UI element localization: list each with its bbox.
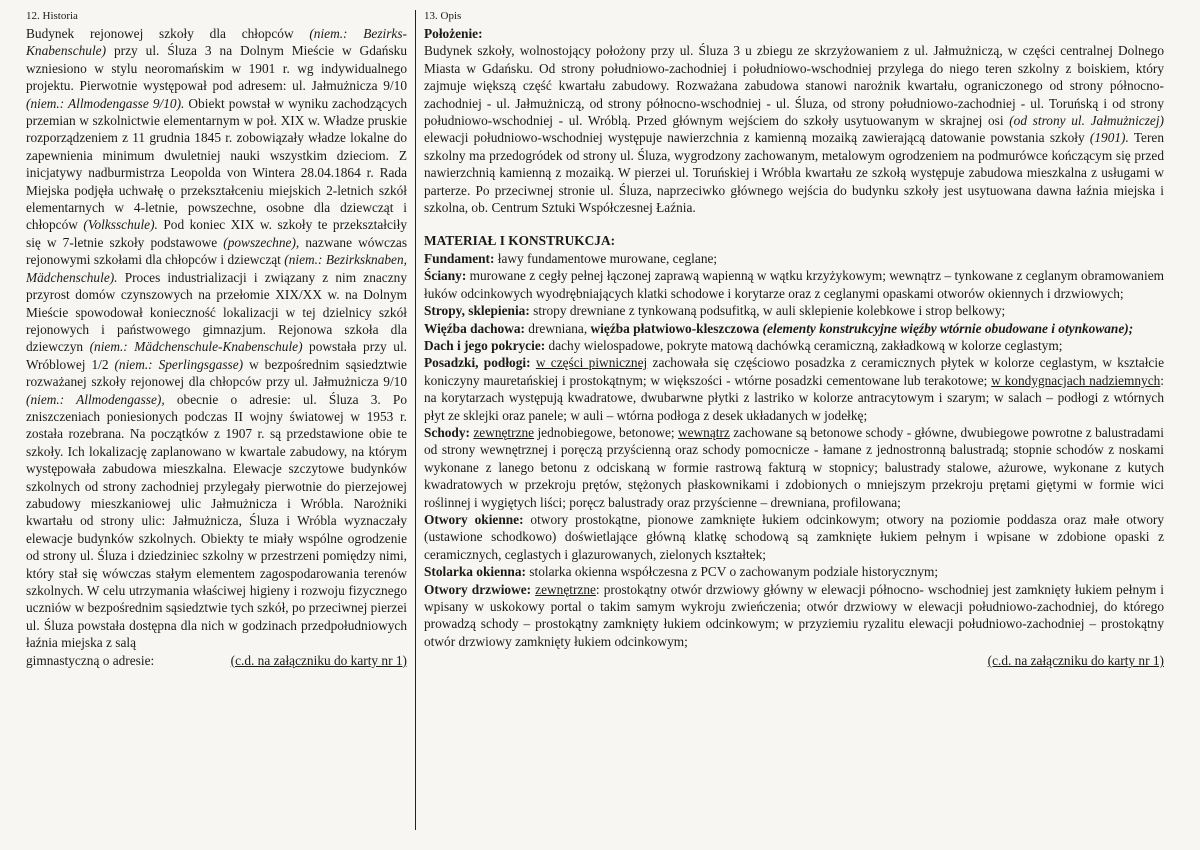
- heading-location: Położenie:: [424, 26, 483, 41]
- history-text-italic: (niem.: Bezirks-Knabenschule): [26, 26, 407, 59]
- entry-heading: Otwory drzwiowe:: [424, 581, 532, 597]
- text-underlined: zewnętrzne: [473, 424, 535, 440]
- entry-heading: Ściany:: [424, 268, 467, 284]
- text-bold: więźba płatwiowo-kleszczowa: [590, 320, 760, 336]
- entry-heading: Otwory okienne:: [424, 511, 524, 527]
- history-text-span: powstała przy ul. Wróblowej 1/2: [26, 339, 407, 372]
- history-text-italic: (powszechne),: [223, 234, 300, 250]
- description-text: [424, 25, 1164, 670]
- history-column: [26, 10, 416, 830]
- windows-entry: [424, 511, 1164, 563]
- history-text-italic: (niem.: Bezirksknaben, Mädchenschule).: [26, 252, 407, 285]
- history-text-italic: (niem.: Allmodengasse 9/10).: [26, 95, 185, 111]
- text-span: jednobiegowe, betonowe;: [534, 424, 678, 440]
- text-span: murowane z cegły pełnej łączonej zaprawą wapienną w wątku krzyżykowym; wewnątrz – tynkowane z ceglanym obramowaniem łuków odcinkowych wyodrębniających klatki schodowe i korytarze oraz z ceglanymi opaskami otworów okiennych i drzwiowych;: [424, 268, 1164, 301]
- text-span: stropy drewniane z tynkowaną podsufitką, w auli sklepienie kolebkowe i strop belkowy;: [529, 303, 1006, 319]
- text-italic: (od strony ul. Jałmużniczej): [1009, 113, 1164, 129]
- text-span: ławy fundamentowe murowane, ceglane;: [494, 250, 718, 266]
- entry-heading: Posadzki, podłogi:: [424, 355, 531, 371]
- foundation-entry: [424, 250, 1164, 267]
- section-label-history: 12. Historia: [26, 10, 78, 22]
- roof-entry: [424, 337, 1164, 354]
- text-span: drewniana,: [524, 320, 591, 336]
- entry-heading: Dach i jego pokrycie:: [424, 337, 546, 353]
- history-text-span: Proces industrializacji i związany z nim znaczny przyrost domów czynszowych na przełomie XIX/XX w. na Dolnym Mieście spowodował konieczność lokalizacji w tej dzielnicy szkół rejonowych i państwowego gimnazjum. Rejonowa szkoła dla dziewczyn: [26, 269, 407, 355]
- entry-heading: Stropy, sklepienia:: [424, 303, 530, 319]
- text-span: : na korytarzach występują kwadratowe, dwubarwne płytki z lastriko w kolorze antracytowym i szarym; w salach – podłogi z wtórnych płyt ze sklejki oraz panele; w auli – wtórna podłoga z desek układanych w jodełkę;: [424, 372, 1164, 423]
- text-underlined: wewnątrz: [677, 424, 730, 440]
- window-joinery-entry: [424, 563, 1164, 580]
- history-text-italic: (niem.: Sperlingsgasse): [114, 356, 244, 372]
- history-text-span: Budynek rejonowej szkoły dla chłopców: [26, 26, 310, 41]
- text-span: dachy wielospadowe, pokryte matową dachówką ceramiczną, zakładkową w kolorze ceglastym;: [545, 337, 1063, 353]
- text-underlined: w kondygnacjach nadziemnych: [991, 372, 1161, 388]
- section-label-description: 13. Opis: [424, 10, 462, 22]
- history-text-italic: (Volksschule).: [83, 217, 158, 233]
- doors-entry: [424, 581, 1164, 651]
- history-text: [26, 25, 407, 669]
- text-span: stolarka okienna współczesna z PCV o zachowanym podziale historycznym;: [525, 564, 939, 580]
- history-text-span: gimnastyczną o adresie:: [26, 652, 155, 668]
- spacer: [424, 216, 1164, 232]
- description-column: [416, 10, 1164, 830]
- text-span: otwory prostokątne, pionowe zamknięte łukiem odcinkowym; otwory na poziomie poddasza oraz małe otwory (ustawione schodkowo) doświetlające główną klatkę schodową są zamknięte łukiem pełnym i wpisane w zdobione opaski z ceramicznych, ceglastych i glazurowanych, zielonych kształtek;: [424, 511, 1164, 562]
- history-text-span: nazwane wówczas rejonowymi szkołami dla chłopców i dziewcząt: [26, 234, 408, 268]
- stairs-entry: [424, 424, 1164, 511]
- entry-heading: Stolarka okienna:: [424, 564, 526, 580]
- history-text-italic: (niem.: Mädchenschule-Knabenschule): [89, 339, 303, 355]
- floors-entry: [424, 354, 1164, 424]
- entry-heading: Więźba dachowa:: [424, 320, 525, 336]
- roof-truss-entry: [424, 320, 1164, 337]
- history-text-span: Obiekt powstał w wyniku zachodzących przemian w szkolnictwie elementarnym w poł. XIX w. Władze pruskie rozporządzeniem z 11 grudnia 1845 r. zobowiązały władze lokalne do zapewnienia minimum dwuletniej nauki wszystkim dzieciom. Z inicjatywy nadburmistrza Leopolda von Wintera 28.04.1864 r. Rada Miejska podjęła uchwałę o przekształceniu miejskich 2-letnich szkół elementarnych w 4-letnie, powszechne, osobne dla dziewcząt i chłopców: [26, 95, 408, 233]
- text-span: elewacji południowo-wschodniej występuje nawierzchnia z kamienną mozaiką zawierającą datowanie powstania szkoły: [424, 130, 1090, 146]
- history-text-span: obecnie o adresie: ul. Śluza 3. Po zniszczeniach poniesionych podczas II wojny światowej w 1953 r. została rozebrana. Na początków z 1907 r. są przedstawione obie te szkoły. Ich lokalizację zaplanowano w kwartale zabudowy, na którym występowała zabudowa mieszkalna. Elewacje szczytowe budynków szkolnych od strony zachodniej przylegały pierwotnie do pierzejowej zabudowy mieszkaniowej ulic Jałmużnicza i Wróbla. Narożniki kwartału od strony ulic: Jałmużnicza, Śluza i Wróbla wyznaczały elewacje budynków szkolnych. Obiekty te miały wspólne ogrodzenie od strony ul. Śluza i dziedziniec szkolny w przestrzeni pomiędzy nimi, który stał się wówczas stałym elementem zagospodarowania terenów szkolnych. W celu utrzymania właściwej higieny i rozwoju fizycznego uczniów w bezpośrednim sąsiedztwie tych szkół, po przeciwnej pierzei ul. Śluza powstała dostępna dla nich w godzinach przedpołudniowych łaźnia miejska z salą: [26, 391, 408, 651]
- history-text-span: Pod koniec XIX w. szkoły te przekształciły się w 7-letnie szkoły podstawowe: [26, 217, 407, 250]
- entry-heading: Schody:: [424, 424, 470, 440]
- entry-heading: Fundament:: [424, 250, 495, 266]
- text-span: zachowane są betonowe schody - główne, dwubiegowe powrotne z balustradami od strony wewnętrznej i poręczą przyścienną oraz schody pomocnicze - łamane z jednostronną balustradą; stopnie schodów z noskami wykonane z lanego betonu z odciskaną w formie rastrową fakturą w stopnicy; balustrady stalowe, ażurowe, wykonane z kutych kwadratowych w przekroju prętów, stężonych płaskownikami i zdobionych o mniejszym przekroju prętami giętymi w formie wici roślinnej i wygiętych liści; poręcz balustrady oraz przyścienne – drewniana, profilowana;: [424, 424, 1164, 510]
- walls-entry: [424, 267, 1164, 302]
- heading-materials: MATERIAŁ I KONSTRUKCJA:: [424, 233, 616, 249]
- text-underlined: w części piwnicznej: [535, 355, 648, 371]
- continuation-note-description: (c.d. na załączniku do karty nr 1): [987, 653, 1164, 669]
- history-text-span: przy ul. Śluza 3 na Dolnym Mieście w Gdańsku wzniesiono w stylu neoromańskim w 1901 r. wg indywidualnego projektu. Pierwotnie występował pod adresem: ul. Jałmużnicza 9/10: [26, 43, 407, 94]
- text-italic: (1901).: [1089, 130, 1129, 146]
- text-span: : prostokątny otwór drzwiowy główny w elewacji północno- wschodniej jest zamknięty łukiem pełnym i wpisany w uskokowy portal o takim samym wykroju zwieńczenia; otwór drzwiowy w elewacji południowo-zachodniej, do którego prowadzą schody – prostokątny zamknięty łukiem odcinkowym; w przyziemiu ryzalitu elewacji południowo-zachodniej – prostokątny otwór drzwiowy zamknięty łukiem odcinkowym;: [424, 581, 1164, 649]
- location-paragraph: [424, 42, 1164, 216]
- history-text-span: w bezpośrednim sąsiedztwie rozważanej szkoły rejonowej dla chłopców przy ul. Jałmużnicza 9/10: [26, 356, 407, 390]
- ceilings-entry: [424, 302, 1164, 319]
- continuation-note-history: (c.d. na załączniku do karty nr 1): [230, 652, 407, 668]
- history-last-line: [26, 652, 407, 669]
- history-text-italic: (niem.: Allmodengasse),: [26, 391, 165, 407]
- text-bold-italic: (elementy konstrukcyjne więźby wtórnie obudowane i otynkowane);: [759, 320, 1134, 336]
- text-span: Budynek szkoły, wolnostojący położony przy ul. Śluza 3 u zbiegu ze skrzyżowaniem z ul. Jałmużniczą, w części centralnej Dolnego Miasta w Gdańsku. Od strony południowo-zachodniej i południowo-wschodniej przylega do niego teren szkolny z boiskiem, który zajmuje większą część kwartału zabudowy. Rozważana zabudowa stanowi narożnik kwartału, ograniczonego od strony północno-zachodniej - ul. Jałmużniczą, od strony północno-wschodniej - ul. Śluza, od strony południowo-zachodniej - ul. Toruńską i od strony południowo-wschodniej - ul. Wróblą. Przed głównym wejściem do szkoły usytuowanym w skrajnej osi: [424, 43, 1164, 129]
- continuation-note-description-wrap: [424, 652, 1164, 669]
- text-span: zachowała się częściowo posadzka z ceramicznych płytek w kolorze ceglastym, w kształcie koniczyny mauretańskiej i prostokątnym; w większości - wtórne posadzki cementowane lub terakotowe;: [424, 355, 1164, 388]
- text-underlined: zewnętrzne: [535, 581, 596, 597]
- text-span: Teren szkolny ma przedogródek od strony ul. Śluza, wygrodzony zachowanym, metalowym ogrodzeniem na podmurówce kończącym się przed nawierzchnią kamienną z mozaiką. W pierzei ul. Toruńskiej i Wróbla kwartału ze szkołą występuje zabudowa mieszkalna z usługami w parterze. Po przeciwnej stronie ul. Śluza, naprzeciwko głównego wejścia do budynku szkoły jest usytuowana dawna łaźnia miejska i szkolna, ob. Centrum Sztuki Współczesnej Łaźnia.: [424, 130, 1164, 216]
